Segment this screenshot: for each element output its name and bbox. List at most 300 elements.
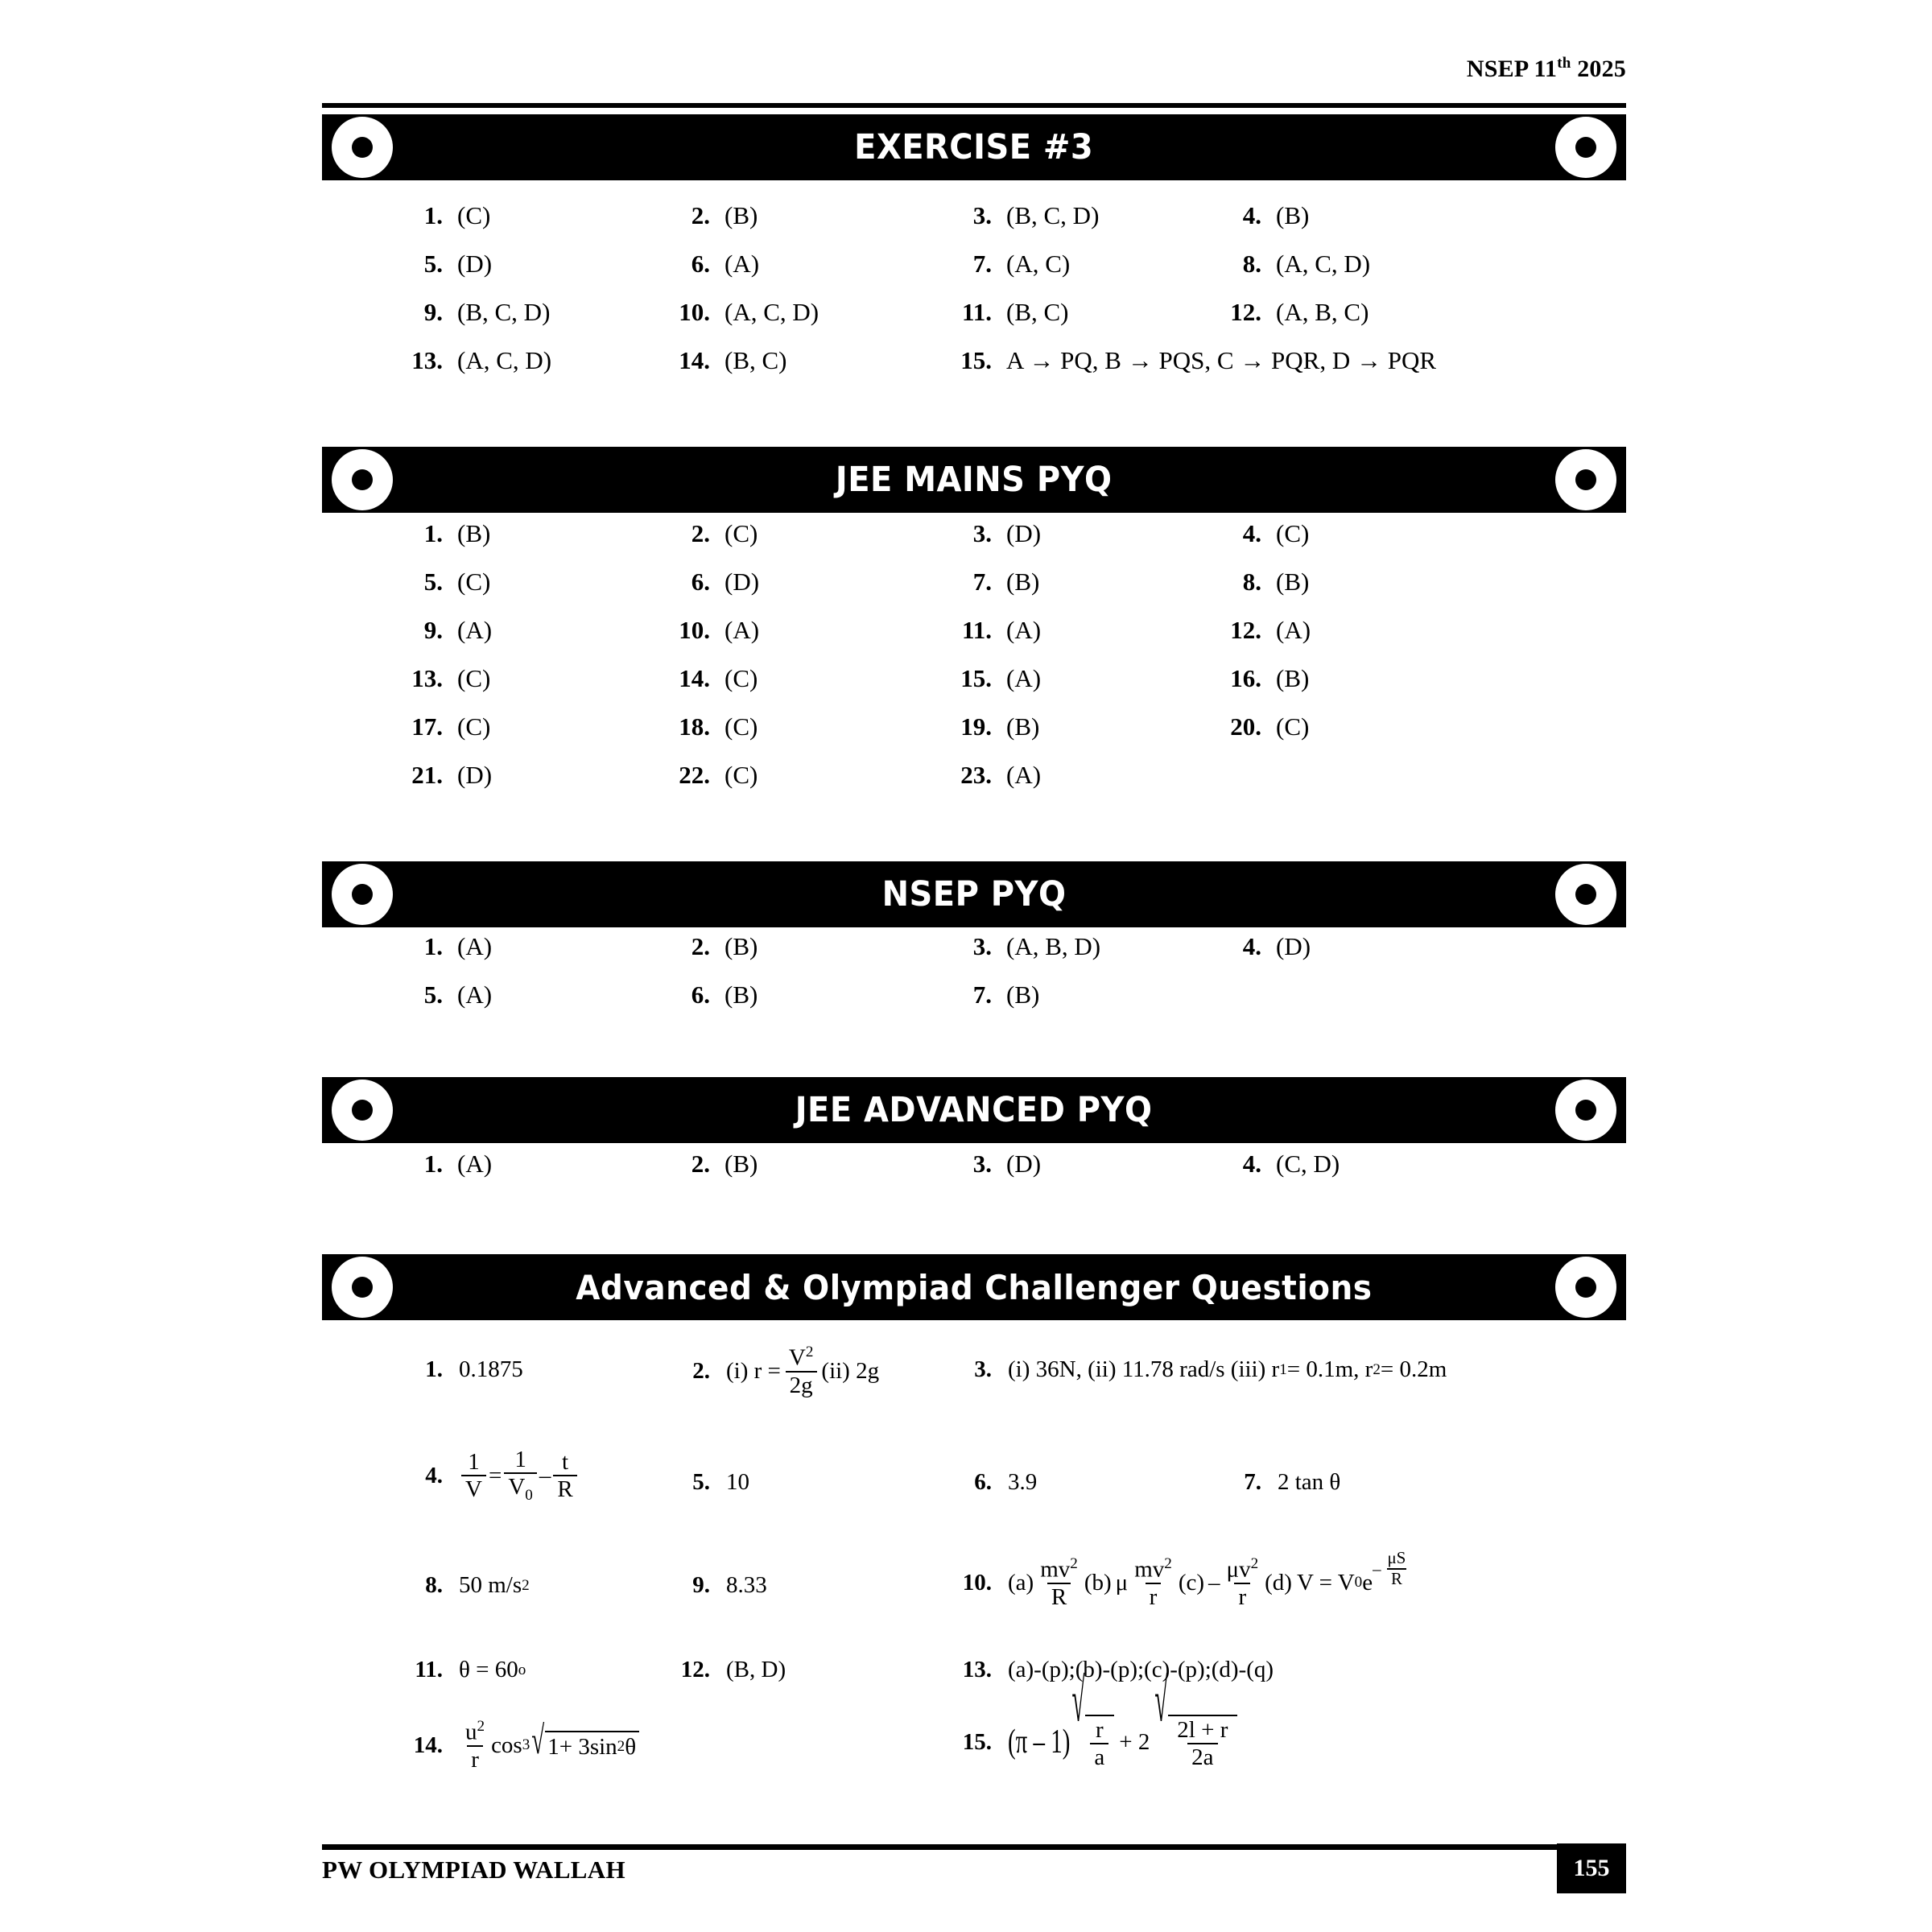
answer-number: 9. — [692, 1572, 710, 1598]
answer-value: (C) — [457, 664, 491, 692]
answer-value-formula — [1008, 1548, 1412, 1611]
answer-item — [1220, 250, 1370, 279]
answer-item — [668, 250, 759, 279]
section-banner-challenger — [322, 1254, 1626, 1320]
answer-value-formula — [1008, 1356, 1447, 1383]
answer-number: 4. — [1242, 519, 1261, 547]
answer-item — [401, 298, 550, 327]
radicand-exponent: 2 — [617, 1738, 625, 1756]
answer-item — [950, 250, 1070, 279]
numerator-base: μv — [1226, 1556, 1251, 1583]
radical-icon: √ — [1154, 1668, 1168, 1736]
answer-number: 3. — [972, 1150, 992, 1178]
answer-number: 9. — [423, 616, 443, 644]
fraction-denominator: 2g — [786, 1371, 817, 1397]
sub-label-a: (a) — [1008, 1569, 1034, 1596]
answer-number: 6. — [974, 1469, 992, 1495]
answer-value: (B) — [1276, 568, 1310, 596]
fraction-numerator: 1 — [468, 1448, 480, 1475]
answer-item — [1220, 519, 1309, 548]
fraction — [1384, 1550, 1410, 1588]
answer-number: 5. — [692, 1469, 710, 1495]
answer-item — [668, 298, 819, 327]
answer-value: (A, C) — [1006, 250, 1071, 278]
answer-value-formula — [1008, 1668, 1239, 1771]
sub-label-c: (c) — [1178, 1569, 1205, 1596]
page-number-badge: 155 — [1557, 1843, 1626, 1893]
answer-number: 14. — [679, 664, 710, 692]
radical-icon: √ — [531, 1719, 545, 1763]
answer-item — [1220, 298, 1368, 327]
subscript: 1 — [1279, 1360, 1287, 1378]
answer-number: 3. — [972, 932, 992, 960]
minus-sign: – — [1373, 1558, 1381, 1579]
answer-row — [0, 568, 1932, 616]
answer-number: 1. — [423, 932, 443, 960]
answer-value: 8.33 — [726, 1572, 767, 1598]
value-text: θ = 60 — [459, 1657, 518, 1682]
answer-item — [950, 1469, 1037, 1496]
numerator-base: V — [788, 1344, 806, 1371]
answer-value-formula — [459, 1719, 641, 1773]
fraction-numerator — [461, 1719, 489, 1745]
banner-left-endcap-icon — [332, 1080, 393, 1141]
answer-item — [401, 980, 492, 1009]
answer-number: 10. — [962, 1569, 992, 1596]
fraction-denominator: R — [1047, 1583, 1071, 1609]
answer-number: 5. — [423, 980, 443, 1009]
answer-number: 2. — [691, 1150, 710, 1178]
banner-right-dot-icon — [1575, 137, 1596, 158]
fraction — [1090, 1718, 1108, 1770]
answer-item — [950, 568, 1039, 597]
radicand-tail: θ — [625, 1733, 637, 1760]
answer-number: 2. — [691, 519, 710, 547]
square-root — [531, 1719, 639, 1763]
answer-number: 16. — [1230, 664, 1261, 692]
fraction — [785, 1344, 818, 1398]
answer-value: (B, C) — [1006, 298, 1069, 326]
answer-item — [668, 1572, 767, 1599]
answer-item — [1220, 616, 1311, 645]
answer-row — [0, 664, 1932, 712]
section-title-exercise-3: EXERCISE #3 — [854, 127, 1094, 167]
answers-challenger — [0, 1336, 1932, 1827]
fraction-numerator — [1223, 1556, 1263, 1583]
answer-value: (B, C) — [724, 346, 787, 374]
answer-item — [401, 201, 490, 230]
numerator-exponent: 2 — [477, 1718, 485, 1735]
radical-icon: √ — [1071, 1668, 1085, 1736]
answer-number: 13. — [962, 1657, 992, 1682]
sub-label-d: (d) — [1265, 1569, 1292, 1596]
answer-number: 5. — [423, 568, 443, 596]
answer-value: (C, D) — [1276, 1150, 1340, 1178]
answer-value: (B) — [1006, 568, 1040, 596]
answer-number: 22. — [679, 761, 710, 789]
banner-left-dot-icon — [352, 469, 373, 490]
answer-item — [401, 346, 551, 375]
answers-nsep-pyq — [0, 932, 1932, 1029]
fraction — [461, 1719, 489, 1773]
section-title-jee-mains-pyq: JEE MAINS PYQ — [836, 460, 1113, 500]
fraction-numerator: t — [561, 1448, 569, 1475]
answer-value — [459, 1572, 530, 1599]
answer-number: 19. — [960, 712, 992, 741]
denominator-subscript: 0 — [525, 1487, 533, 1505]
answer-value: (B) — [1276, 201, 1310, 229]
answer-item — [668, 1150, 758, 1179]
numerator-exponent: 2 — [805, 1344, 814, 1360]
answer-value: 0.1875 — [459, 1356, 523, 1382]
numerator-exponent: 2 — [1070, 1555, 1078, 1572]
header-title-ordinal: th — [1557, 55, 1571, 72]
answer-item — [668, 1344, 879, 1398]
minus-sign: – — [539, 1462, 551, 1488]
answer-item — [668, 712, 758, 741]
answer-item — [668, 761, 758, 790]
answer-value: (A) — [724, 616, 760, 644]
answer-item — [401, 761, 492, 790]
banner-left-dot-icon — [352, 884, 373, 905]
formula-text: = 0.2m — [1380, 1356, 1447, 1382]
numerator-exponent: 2 — [1250, 1555, 1259, 1572]
banner-left-dot-icon — [352, 137, 373, 158]
answer-number: 14. — [413, 1732, 443, 1758]
answer-value-formula — [726, 1344, 879, 1398]
answer-item — [401, 1572, 530, 1599]
answer-value: (D) — [1006, 1150, 1042, 1178]
answer-value: (B, C, D) — [1006, 201, 1100, 229]
answer-number: 8. — [1242, 250, 1261, 278]
answer-number: 3. — [972, 519, 992, 547]
answer-value: (C) — [724, 712, 758, 741]
answer-row — [0, 1336, 1932, 1441]
answer-item — [950, 201, 1099, 230]
numerator-exponent: 2 — [1164, 1555, 1172, 1572]
answer-value: (A) — [457, 616, 493, 644]
fraction-denominator: r — [467, 1745, 483, 1772]
fraction-numerator: 2l + r — [1177, 1717, 1228, 1743]
numerator-base: mv — [1134, 1556, 1165, 1583]
answer-value: 10 — [726, 1469, 749, 1495]
answer-value: (A) — [457, 1150, 493, 1178]
answer-value: (B) — [724, 201, 758, 229]
answer-number: 4. — [425, 1462, 443, 1488]
answer-number: 11. — [415, 1657, 443, 1682]
answer-value: (C) — [724, 761, 758, 789]
answer-value: (B) — [1276, 664, 1310, 692]
answer-item — [950, 616, 1041, 645]
answer-item — [668, 519, 758, 548]
answer-number: 3. — [972, 201, 992, 229]
answer-number: 1. — [425, 1356, 443, 1382]
answer-item — [950, 298, 1069, 327]
answer-item — [401, 1150, 492, 1179]
answer-number: 18. — [679, 712, 710, 741]
fraction — [1173, 1718, 1232, 1770]
answer-number: 7. — [972, 250, 992, 278]
answer-number: 7. — [972, 980, 992, 1009]
answer-value: (C) — [724, 664, 758, 692]
answer-row — [0, 346, 1932, 394]
fraction-denominator — [504, 1472, 537, 1504]
banner-left-dot-icon — [352, 1100, 373, 1121]
answer-number: 2. — [691, 932, 710, 960]
subscript: 2 — [1373, 1360, 1381, 1378]
fraction-denominator: R — [1387, 1568, 1406, 1588]
answer-value: (B) — [457, 519, 491, 547]
radicand — [1168, 1715, 1237, 1770]
degree-symbol: o — [518, 1661, 526, 1678]
answer-value: (B) — [1006, 712, 1040, 741]
answer-row — [0, 298, 1932, 346]
answer-item — [401, 1657, 526, 1683]
answer-value: (C) — [457, 712, 491, 741]
answer-number: 1. — [423, 1150, 443, 1178]
plus-term: + 2 — [1119, 1728, 1150, 1755]
answer-item — [1220, 932, 1311, 961]
answer-item — [401, 712, 490, 741]
fraction — [553, 1450, 576, 1502]
fraction — [1130, 1556, 1176, 1610]
answer-item — [950, 761, 1041, 790]
answer-number: 6. — [691, 250, 710, 278]
answer-value: (A) — [1006, 664, 1042, 692]
answer-number: 12. — [1230, 298, 1261, 326]
answer-value: (A, C, D) — [1276, 250, 1371, 278]
answer-number: 23. — [960, 761, 992, 789]
fraction-numerator — [785, 1344, 818, 1371]
formula-text: (i) r = — [726, 1357, 781, 1384]
cosine-exponent: 3 — [522, 1736, 530, 1754]
answer-number: 15. — [960, 664, 992, 692]
radicand-text: 1+ 3sin — [547, 1733, 617, 1760]
footer-brand: PW OLYMPIAD WALLAH — [322, 1856, 625, 1884]
answer-value: A → PQ, B → PQS, C → PQR, D → PQR — [1006, 346, 1437, 374]
answer-value: (D) — [1276, 932, 1311, 960]
radicand — [545, 1731, 639, 1761]
banner-left-endcap-icon — [332, 864, 393, 925]
fraction-denominator: 2a — [1187, 1743, 1217, 1769]
answer-item — [1220, 1469, 1340, 1496]
answer-number: 1. — [423, 201, 443, 229]
answer-item — [1220, 1150, 1340, 1179]
mu-symbol: μ — [1115, 1569, 1129, 1596]
answer-value: (A) — [1006, 761, 1042, 789]
answer-value: (A) — [1276, 616, 1311, 644]
answer-item — [1220, 568, 1309, 597]
answer-item — [401, 616, 492, 645]
answer-row — [0, 1550, 1932, 1650]
section-banner-jee-mains-pyq — [322, 447, 1626, 513]
answer-number: 4. — [1242, 201, 1261, 229]
answer-number: 13. — [411, 346, 443, 374]
exponent-group — [1373, 1550, 1412, 1588]
section-banner-jee-advanced-pyq — [322, 1077, 1626, 1143]
answer-item — [668, 346, 787, 375]
answer-item — [668, 616, 759, 645]
answer-number: 2. — [691, 201, 710, 229]
answer-number: 12. — [1230, 616, 1261, 644]
answer-row — [0, 201, 1932, 250]
fraction — [1036, 1556, 1082, 1610]
answer-row — [0, 1650, 1932, 1715]
answer-item — [950, 519, 1041, 548]
fraction-numerator: r — [1095, 1717, 1104, 1743]
answer-item — [950, 980, 1039, 1009]
answer-number: 1. — [423, 519, 443, 547]
answer-value: (B) — [724, 932, 758, 960]
answer-value: (A, C, D) — [457, 346, 552, 374]
answer-value: (A, C, D) — [724, 298, 819, 326]
unit-exponent: 2 — [522, 1576, 530, 1594]
answer-number: 15. — [962, 1728, 992, 1755]
answer-item — [401, 250, 492, 279]
answer-value: (D) — [724, 568, 760, 596]
banner-left-dot-icon — [352, 1277, 373, 1298]
answer-value: (C) — [457, 568, 491, 596]
answer-number: 11. — [961, 616, 992, 644]
answer-number: 10. — [679, 616, 710, 644]
sub-label-b: (b) — [1084, 1569, 1112, 1596]
answer-item — [401, 664, 490, 693]
formula-text: V = V — [1296, 1569, 1355, 1596]
square-root — [1154, 1668, 1237, 1771]
exp-base: e — [1362, 1569, 1373, 1596]
answer-value: (C) — [1276, 712, 1310, 741]
answer-item — [950, 932, 1100, 961]
answer-number: 7. — [972, 568, 992, 596]
answer-number: 17. — [411, 712, 443, 741]
answer-row — [0, 932, 1932, 980]
answer-value: (B, C, D) — [457, 298, 551, 326]
answer-value: (B) — [724, 1150, 758, 1178]
banner-right-dot-icon — [1575, 884, 1596, 905]
fraction-numerator: 1 — [514, 1447, 526, 1472]
answer-number: 13. — [411, 664, 443, 692]
answer-item — [668, 664, 758, 693]
footer-divider — [322, 1844, 1626, 1850]
section-title-challenger: Advanced & Olympiad Challenger Questions — [576, 1267, 1373, 1307]
radicand — [1085, 1715, 1114, 1770]
answer-number: 6. — [691, 568, 710, 596]
answer-value — [459, 1657, 526, 1683]
banner-left-endcap-icon — [332, 449, 393, 510]
page-header — [322, 55, 1626, 83]
answer-item — [1220, 664, 1309, 693]
answer-number: 6. — [691, 980, 710, 1009]
answer-item — [950, 664, 1041, 693]
square-root — [1071, 1668, 1114, 1771]
answer-value: (A, B, D) — [1006, 932, 1101, 960]
banner-left-endcap-icon — [332, 1257, 393, 1318]
answer-item — [668, 568, 759, 597]
answer-number: 12. — [680, 1657, 710, 1682]
answer-item — [950, 1356, 1447, 1383]
formula-text: = 0.1m, r — [1286, 1356, 1373, 1382]
banner-right-endcap-icon — [1555, 1080, 1616, 1141]
parenthetical-term: (π – 1) — [1008, 1723, 1071, 1761]
fraction-denominator: R — [553, 1475, 576, 1501]
value-text: 50 m/s — [459, 1572, 522, 1598]
section-banner-nsep-pyq — [322, 861, 1626, 927]
answer-number: 4. — [1242, 1150, 1261, 1178]
answer-value: (A) — [1006, 616, 1042, 644]
answer-item — [950, 1548, 1412, 1611]
answer-number: 3. — [974, 1356, 992, 1382]
answer-number: 11. — [961, 298, 992, 326]
header-title-year: 2025 — [1571, 56, 1626, 82]
answer-item — [950, 1657, 1274, 1683]
answer-number: 15. — [960, 346, 992, 374]
subscript: 0 — [1354, 1574, 1363, 1591]
answer-value: (A) — [457, 932, 493, 960]
answer-number: 21. — [411, 761, 443, 789]
answer-number: 8. — [425, 1572, 443, 1598]
fraction — [504, 1447, 537, 1504]
fraction — [461, 1450, 486, 1502]
numerator-base: u — [465, 1719, 477, 1745]
answer-value: 3.9 — [1008, 1469, 1038, 1495]
answer-value: (B, D) — [726, 1657, 786, 1682]
answer-value-formula — [459, 1447, 580, 1504]
section-banner-exercise-3 — [322, 114, 1626, 180]
answer-item — [950, 1150, 1041, 1179]
answer-value: (D) — [457, 250, 493, 278]
banner-right-endcap-icon — [1555, 864, 1616, 925]
cosine-function: cos — [491, 1732, 522, 1758]
answer-row — [0, 519, 1932, 568]
answer-row — [0, 250, 1932, 298]
answer-item — [1220, 201, 1309, 230]
equals-sign: = — [488, 1462, 502, 1488]
answer-item — [401, 1447, 580, 1504]
banner-right-endcap-icon — [1555, 1257, 1616, 1318]
answer-row — [0, 761, 1932, 809]
answer-value: (B) — [1006, 980, 1040, 1009]
answer-value: (a)-(p);(b)-(p);(c)-(p);(d)-(q) — [1008, 1657, 1274, 1682]
fraction-numerator — [1130, 1556, 1176, 1583]
answer-number: 14. — [679, 346, 710, 374]
answer-value: 2 tan θ — [1278, 1469, 1341, 1495]
answer-row — [0, 712, 1932, 761]
answer-row — [0, 1441, 1932, 1550]
answer-value: (B) — [724, 980, 758, 1009]
answer-item — [950, 712, 1039, 741]
answer-value: (C) — [1276, 519, 1310, 547]
fraction-denominator: a — [1090, 1743, 1108, 1769]
answers-exercise-3 — [0, 201, 1932, 394]
fraction — [1223, 1556, 1263, 1610]
answer-value: (A) — [457, 980, 493, 1009]
answer-item — [668, 980, 758, 1009]
banner-right-endcap-icon — [1555, 449, 1616, 510]
answer-row — [0, 980, 1932, 1029]
header-divider — [322, 103, 1626, 108]
answer-number: 4. — [1242, 932, 1261, 960]
answer-item — [401, 519, 490, 548]
answer-row — [0, 616, 1932, 664]
fraction-denominator: r — [1234, 1583, 1250, 1609]
answer-item — [401, 1356, 523, 1383]
fraction-numerator — [1036, 1556, 1082, 1583]
answer-value: (C) — [457, 201, 491, 229]
answer-value: (A) — [724, 250, 760, 278]
section-title-nsep-pyq: NSEP PYQ — [881, 874, 1067, 914]
denominator-base: V — [508, 1474, 526, 1501]
minus-sign: – — [1208, 1569, 1220, 1596]
